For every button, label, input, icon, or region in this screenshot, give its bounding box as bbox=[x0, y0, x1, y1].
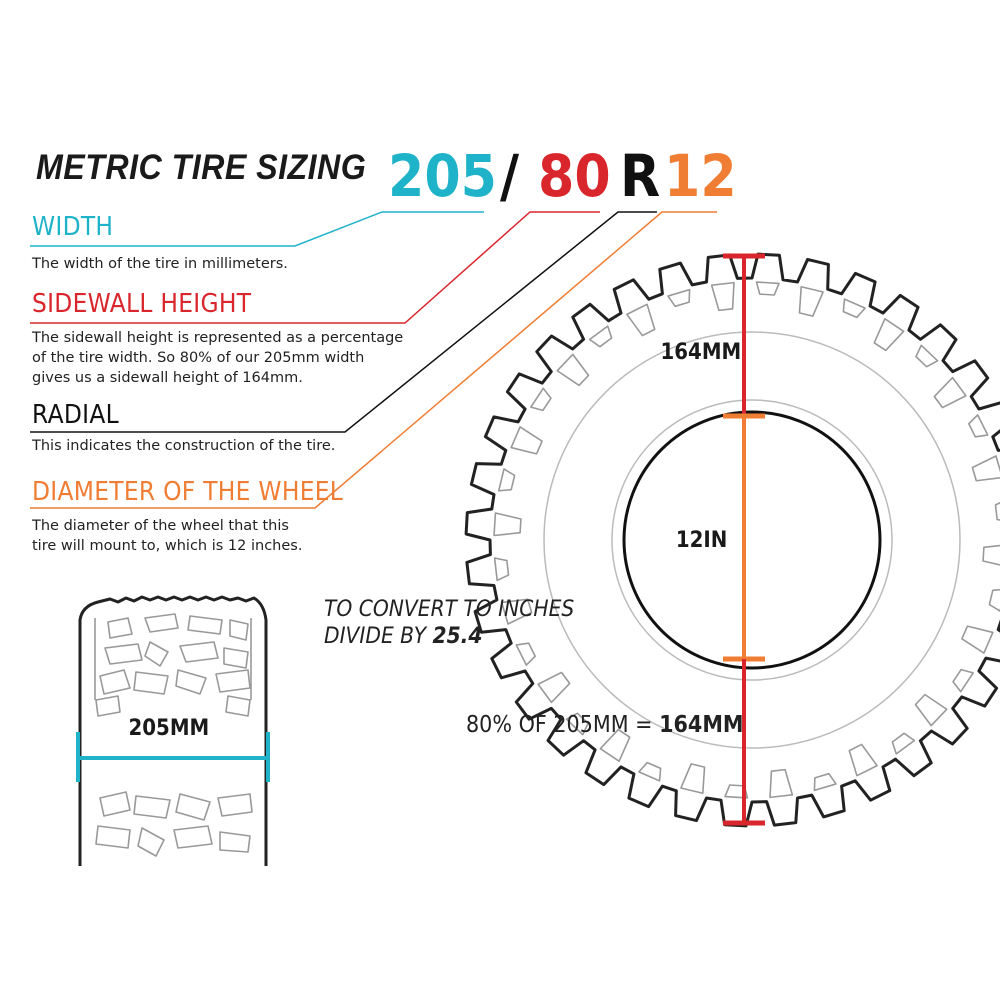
size-code-width: 205 bbox=[388, 142, 497, 210]
width-heading: WIDTH bbox=[32, 212, 114, 242]
conversion-factor: 25.4 bbox=[432, 624, 483, 649]
diameter-description: The diameter of the wheel that this tire will mount to, which is 12 inches. bbox=[32, 518, 303, 554]
width-description: The width of the tire in millimeters. bbox=[32, 256, 288, 272]
size-code-slash: / bbox=[500, 142, 520, 210]
conversion-note: TO CONVERT TO INCHES DIVIDE BY 25.4 bbox=[324, 597, 575, 649]
sidewall-dimension-label: 164MM bbox=[660, 340, 742, 365]
wheel-dimension-label: 12IN bbox=[675, 528, 728, 553]
diameter-heading: DIAMETER OF THE WHEEL bbox=[32, 477, 344, 507]
size-code-sidewall: 80 bbox=[538, 142, 611, 210]
radial-description: This indicates the construction of the tire. bbox=[32, 438, 336, 454]
radial-heading: RADIAL bbox=[32, 400, 119, 430]
wheel-circle bbox=[624, 412, 880, 668]
sidewall-description: The sidewall height is represented as a percentage of the tire width. So 80% of our 205mm width gives us a sidewall height of 164mm. bbox=[32, 330, 404, 386]
size-code-radial: R bbox=[620, 142, 661, 210]
size-code-diameter: 12 bbox=[664, 142, 737, 210]
page-title: METRIC TIRE SIZING bbox=[36, 148, 367, 187]
sidewall-formula: 80% OF 205MM = 164MM bbox=[466, 712, 744, 738]
width-dimension-label: 205MM bbox=[128, 716, 210, 741]
sidewall-formula-result: 164MM bbox=[659, 712, 744, 738]
sidewall-heading: SIDEWALL HEIGHT bbox=[32, 289, 252, 319]
